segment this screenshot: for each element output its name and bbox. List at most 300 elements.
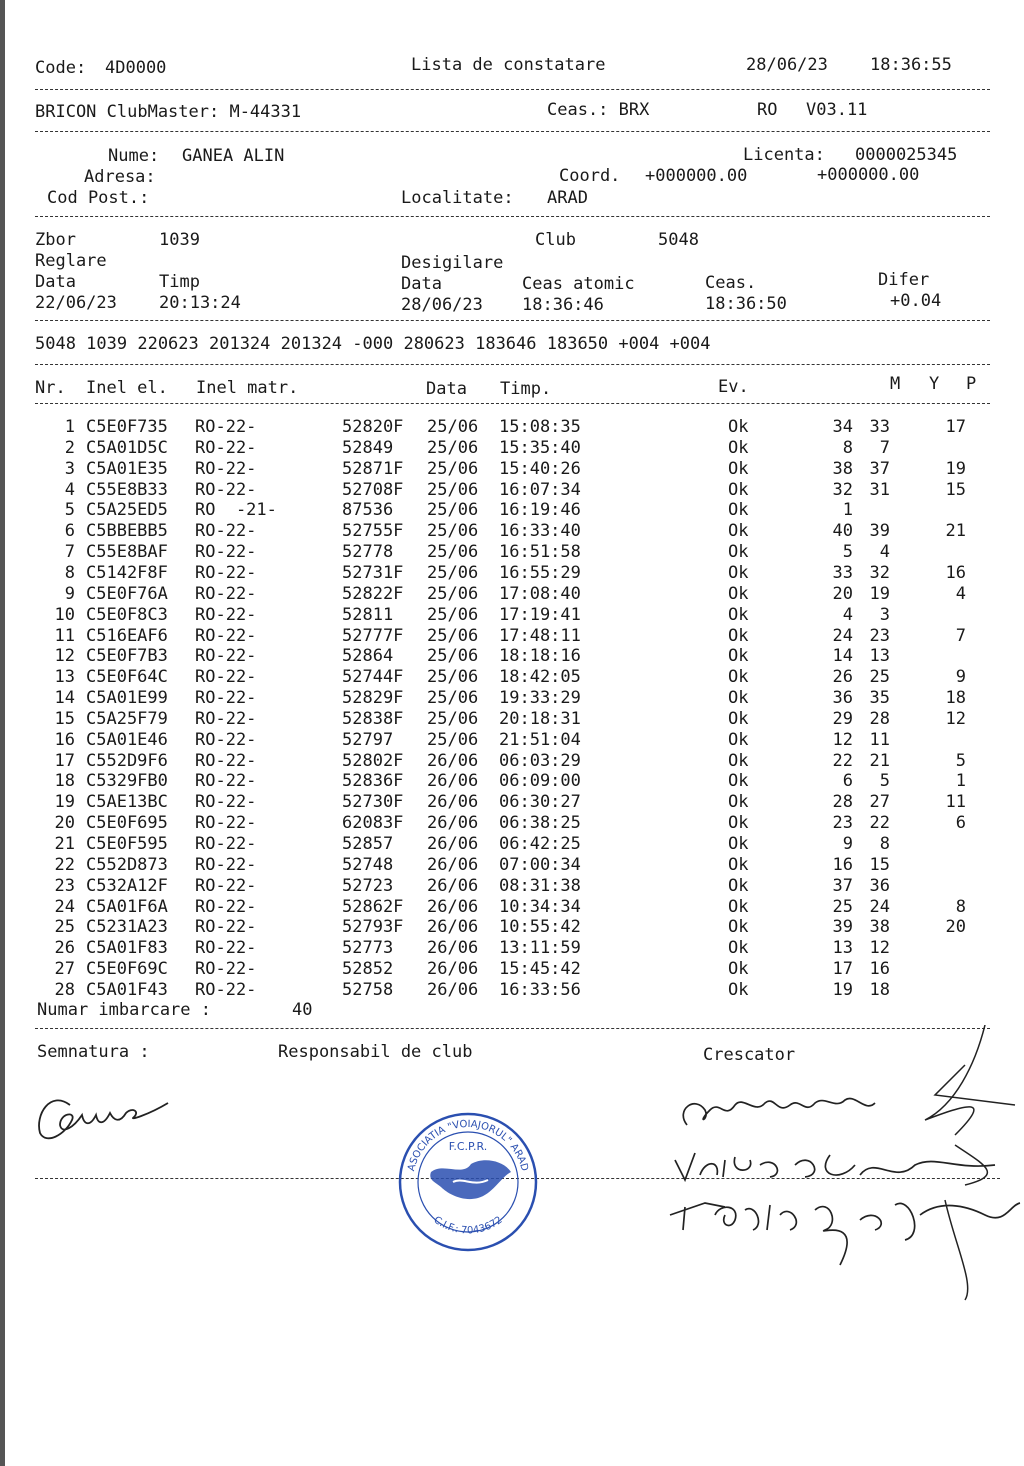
code-label: Code: [35,58,87,78]
cell-p: 4 [955,583,966,604]
divider [35,216,990,217]
cell-inel-matr: 62083F [342,813,404,834]
cell-y: 33 [869,417,890,437]
cell-ring-series: RO-22- [195,542,257,563]
cell-y: 23 [869,625,890,646]
cell-inel-matr: 52802F [342,750,404,771]
summary-code-line: 5048 1039 220623 201324 201324 -000 280623 183646 183650 +004 +004 [35,334,711,354]
handwritten-signature-left [30,1085,180,1150]
cell-event: Ok [728,437,749,458]
cell-nr: 9 [64,583,75,604]
col-inel-el: Inel el. [86,378,168,398]
cell-nr: 12 [54,646,75,667]
cell-p: 1 [955,771,966,792]
flight-number: 1039 [159,230,200,250]
unseal-label: Desigilare [401,253,504,273]
cell-y: 15 [869,854,890,875]
cell-inel-matr: 52820F [342,417,404,437]
breeder-label: Crescator [703,1045,796,1065]
cell-p: 9 [955,667,966,688]
cell-y: 16 [869,959,890,980]
cell-ring-series: RO-22- [195,750,257,771]
cell-nr: 22 [54,854,75,875]
cell-inel-matr: 52849 [342,437,394,458]
cell-event: Ok [728,750,749,771]
cell-m: 39 [832,917,853,938]
cell-ring-series: RO-22- [195,625,257,646]
cell-event: Ok [728,417,749,437]
cell-time: 16:33:40 [499,521,581,542]
cell-inel-matr: 52773 [342,938,394,959]
divider [35,364,990,365]
cell-ring-series: RO-22- [195,646,257,667]
cell-time: 15:08:35 [499,417,581,437]
cell-date: 25/06 [427,458,479,479]
cell-m: 37 [832,875,853,896]
license-value: 0000025345 [855,145,958,165]
cell-time: 18:18:16 [499,646,581,667]
cell-y: 38 [869,917,890,938]
setting-date-label: Data [35,272,76,292]
cell-time: 18:42:05 [499,667,581,688]
col-nr: Nr. [35,378,66,398]
cell-m: 32 [832,479,853,500]
cell-inel-el: C5329FB0 [86,771,168,792]
divider [35,131,990,132]
cell-inel-el: C5A01F6A [86,896,168,917]
cell-time: 17:19:41 [499,604,581,625]
name-label: Nume: [108,146,160,166]
cell-y: 25 [869,667,890,688]
cell-ring-series: RO-22- [195,667,257,688]
cell-y: 8 [879,834,890,854]
cell-date: 26/06 [427,896,479,917]
cell-event: Ok [728,562,749,583]
cell-ring-series: RO-22- [195,729,257,750]
cell-nr: 13 [54,667,75,688]
unseal-date-label: Data [401,274,442,294]
cell-inel-el: C5E0F735 [86,417,168,437]
cell-event: Ok [728,834,749,854]
cell-date: 26/06 [427,875,479,896]
cell-p: 19 [945,458,966,479]
cell-m: 36 [832,688,853,709]
cell-y: 12 [869,938,890,959]
cell-date: 26/06 [427,771,479,792]
owner-name: GANEA ALIN [182,146,285,166]
cell-nr: 2 [64,437,75,458]
cell-date: 25/06 [427,667,479,688]
cell-inel-el: C55E8B33 [86,479,168,500]
cell-nr: 23 [54,875,75,896]
cell-y: 35 [869,688,890,709]
cell-inel-matr: 52829F [342,688,404,709]
cell-inel-matr: 52778 [342,542,394,563]
cell-date: 25/06 [427,583,479,604]
cell-nr: 18 [54,771,75,792]
cell-nr: 25 [54,917,75,938]
cell-nr: 20 [54,813,75,834]
cell-event: Ok [728,854,749,875]
cell-inel-el: C5E0F595 [86,834,168,854]
cell-inel-matr: 52723 [342,875,394,896]
cell-inel-el: C5E0F8C3 [86,604,168,625]
cell-ring-series: RO-22- [195,896,257,917]
cell-p: 20 [945,917,966,938]
cell-inel-matr: 52793F [342,917,404,938]
cell-inel-matr: 52748 [342,854,394,875]
cell-inel-el: C5A01D5C [86,437,168,458]
cell-date: 25/06 [427,625,479,646]
cell-inel-matr: 52864 [342,646,394,667]
cell-m: 9 [842,834,853,854]
cell-time: 20:18:31 [499,708,581,729]
stamp-bottom-text: C.I.F.: 7043672 [431,1214,505,1237]
cell-p: 17 [945,417,966,437]
cell-inel-el: C5A25ED5 [86,500,168,521]
cell-ring-series: RO-22- [195,834,257,854]
cell-nr: 19 [54,792,75,813]
cell-nr: 11 [54,625,75,646]
cell-y: 5 [879,771,890,792]
cell-m: 33 [832,562,853,583]
cell-p: 8 [955,896,966,917]
cell-time: 15:45:42 [499,959,581,980]
cell-event: Ok [728,938,749,959]
cell-y: 7 [879,437,890,458]
document-title: Lista de constatare [411,55,606,75]
cell-p: 21 [945,521,966,542]
cell-date: 25/06 [427,729,479,750]
cell-event: Ok [728,458,749,479]
cell-date: 25/06 [427,521,479,542]
cell-event: Ok [728,729,749,750]
cell-time: 10:34:34 [499,896,581,917]
coord-y: +000000.00 [817,165,920,185]
club-label: Club [535,230,576,250]
cell-time: 16:07:34 [499,479,581,500]
cell-y: 28 [869,708,890,729]
cell-date: 26/06 [427,813,479,834]
cell-inel-el: C5E0F7B3 [86,646,168,667]
cell-nr: 17 [54,750,75,771]
setting-label: Reglare [35,251,107,271]
cell-p: 16 [945,562,966,583]
col-y: Y [929,374,940,394]
cell-event: Ok [728,688,749,709]
cell-inel-matr: 52871F [342,458,404,479]
cell-inel-el: C5A01E46 [86,729,168,750]
cell-inel-el: C5AE13BC [86,792,168,813]
cell-ring-series: RO-22- [195,938,257,959]
cell-nr: 15 [54,708,75,729]
cell-time: 17:08:40 [499,583,581,604]
cell-nr: 24 [54,896,75,917]
cell-ring-series: RO-22- [195,917,257,938]
cell-date: 25/06 [427,500,479,521]
cell-date: 25/06 [427,562,479,583]
col-p: P [966,374,977,394]
cell-p: 15 [945,479,966,500]
cell-ring-series: RO-22- [195,479,257,500]
embark-count-label: Numar imbarcare : [37,1000,211,1020]
unseal-date: 28/06/23 [401,295,483,315]
cell-m: 40 [832,521,853,542]
cell-y: 39 [869,521,890,542]
cell-m: 28 [832,792,853,813]
cell-inel-el: C5A01F83 [86,938,168,959]
cell-inel-matr: 52822F [342,583,404,604]
cell-date: 25/06 [427,688,479,709]
cell-event: Ok [728,521,749,542]
cell-event: Ok [728,813,749,834]
cell-p: 12 [945,708,966,729]
cell-ring-series: RO-22- [195,979,257,1000]
cell-time: 06:09:00 [499,771,581,792]
device-country: RO [757,100,778,120]
cell-y: 18 [869,979,890,1000]
cell-m: 25 [832,896,853,917]
cell-time: 07:00:34 [499,854,581,875]
cell-nr: 7 [64,542,75,563]
cell-inel-matr: 52708F [342,479,404,500]
cell-date: 26/06 [427,834,479,854]
cell-event: Ok [728,500,749,521]
atomic-clock-label: Ceas atomic [522,274,635,294]
divider [35,320,990,321]
cell-date: 25/06 [427,604,479,625]
cell-date: 26/06 [427,750,479,771]
cell-inel-el: C5E0F64C [86,667,168,688]
cell-ring-series: RO-22- [195,813,257,834]
dove-icon [430,1160,511,1199]
cell-date: 26/06 [427,959,479,980]
cell-y: 13 [869,646,890,667]
cell-time: 19:33:29 [499,688,581,709]
cell-m: 20 [832,583,853,604]
address-label: Adresa: [84,167,156,187]
cell-ring-series: RO-22- [195,875,257,896]
cell-ring-series: RO-22- [195,792,257,813]
cell-event: Ok [728,959,749,980]
cell-time: 06:38:25 [499,813,581,834]
cell-nr: 5 [64,500,75,521]
cell-time: 06:03:29 [499,750,581,771]
cell-event: Ok [728,583,749,604]
cell-event: Ok [728,479,749,500]
cell-date: 26/06 [427,938,479,959]
cell-event: Ok [728,896,749,917]
col-m: M [890,374,901,394]
cell-ring-series: RO-22- [195,583,257,604]
cell-date: 25/06 [427,708,479,729]
postcode-label: Cod Post.: [47,188,150,208]
cell-ring-series: RO-22- [195,854,257,875]
cell-inel-el: C5142F8F [86,562,168,583]
cell-inel-el: C5BBEBB5 [86,521,168,542]
cell-inel-el: C552D873 [86,854,168,875]
header-time: 18:36:55 [870,55,952,75]
cell-date: 25/06 [427,417,479,437]
code-value: 4D0000 [105,58,167,78]
cell-m: 13 [832,938,853,959]
cell-ring-series: RO-22- [195,458,257,479]
license-label: Licenta: [743,145,825,165]
cell-inel-matr: 52731F [342,562,404,583]
cell-y: 31 [869,479,890,500]
cell-inel-matr: 52838F [342,708,404,729]
cell-date: 25/06 [427,479,479,500]
flight-label: Zbor [35,230,76,250]
cell-event: Ok [728,792,749,813]
cell-inel-el: C5E0F76A [86,583,168,604]
cell-inel-matr: 52811 [342,604,394,625]
handwritten-signatures-right [665,1025,1024,1305]
cell-nr: 4 [64,479,75,500]
cell-event: Ok [728,646,749,667]
cell-event: Ok [728,979,749,1000]
cell-ring-series: RO-22- [195,604,257,625]
cell-y: 32 [869,562,890,583]
cell-p: 6 [955,813,966,834]
cell-inel-el: C55E8BAF [86,542,168,563]
cell-m: 14 [832,646,853,667]
cell-inel-el: C5A01E99 [86,688,168,709]
cell-ring-series: RO-22- [195,959,257,980]
cell-inel-el: C516EAF6 [86,625,168,646]
locality-value: ARAD [547,188,588,208]
cell-inel-matr: 52797 [342,729,394,750]
cell-ring-series: RO-22- [195,708,257,729]
cell-p: 7 [955,625,966,646]
cell-ring-series: RO -21- [195,500,277,521]
setting-date: 22/06/23 [35,293,117,313]
cell-date: 26/06 [427,854,479,875]
cell-time: 16:51:58 [499,542,581,563]
cell-inel-el: C5231A23 [86,917,168,938]
cell-ring-series: RO-22- [195,688,257,709]
cell-ring-series: RO-22- [195,521,257,542]
cell-nr: 6 [64,521,75,542]
setting-time: 20:13:24 [159,293,241,313]
cell-date: 25/06 [427,646,479,667]
coord-label: Coord. [559,166,621,186]
difference-value: +0.04 [890,291,942,311]
clock-label: Ceas. [705,273,757,293]
col-ev: Ev. [718,377,749,397]
cell-inel-matr: 52857 [342,834,394,854]
cell-m: 12 [832,729,853,750]
unseal-clock-time: 18:36:50 [705,294,787,314]
cell-nr: 16 [54,729,75,750]
cell-m: 17 [832,959,853,980]
cell-ring-series: RO-22- [195,562,257,583]
cell-time: 17:48:11 [499,625,581,646]
cell-time: 13:11:59 [499,938,581,959]
cell-date: 26/06 [427,979,479,1000]
cell-time: 08:31:38 [499,875,581,896]
cell-m: 4 [842,604,853,625]
cell-time: 16:33:56 [499,979,581,1000]
cell-inel-el: C5E0F69C [86,959,168,980]
cell-nr: 8 [64,562,75,583]
cell-time: 16:55:29 [499,562,581,583]
cell-ring-series: RO-22- [195,417,257,437]
svg-text:C.I.F.: 7043672 [431,1215,504,1237]
cell-y: 19 [869,583,890,604]
device-model: BRICON ClubMaster: M-44331 [35,102,302,122]
cell-y: 27 [869,792,890,813]
cell-y: 36 [869,875,890,896]
signature-label: Semnatura : [37,1042,150,1062]
cell-y: 22 [869,813,890,834]
divider [35,89,990,90]
cell-event: Ok [728,625,749,646]
col-timp: Timp. [500,379,552,399]
cell-m: 26 [832,667,853,688]
cell-nr: 28 [54,979,75,1000]
unseal-atomic-time: 18:36:46 [522,295,604,315]
cell-inel-matr: 52730F [342,792,404,813]
cell-event: Ok [728,604,749,625]
coord-x: +000000.00 [645,166,748,186]
cell-inel-el: C552D9F6 [86,750,168,771]
cell-date: 25/06 [427,542,479,563]
club-responsible-label: Responsabil de club [278,1042,473,1062]
cell-time: 21:51:04 [499,729,581,750]
difference-label: Difer [878,270,930,290]
col-data: Data [426,379,467,399]
cell-nr: 1 [64,417,75,437]
cell-event: Ok [728,708,749,729]
cell-time: 06:30:27 [499,792,581,813]
cell-inel-matr: 52755F [342,521,404,542]
club-number: 5048 [658,230,699,250]
cell-inel-matr: 52744F [342,667,404,688]
cell-ring-series: RO-22- [195,437,257,458]
cell-time: 15:35:40 [499,437,581,458]
cell-m: 22 [832,750,853,771]
cell-p: 18 [945,688,966,709]
cell-nr: 26 [54,938,75,959]
cell-nr: 10 [54,604,75,625]
stamp-top-text: ASOCIATIA "VOIAJORUL" ARAD [406,1118,530,1173]
cell-inel-matr: 52862F [342,896,404,917]
col-inel-matr: Inel matr. [196,378,299,398]
stamp-middle-text: F.C.P.R. [448,1140,488,1153]
cell-m: 6 [842,771,853,792]
cell-y: 4 [879,542,890,563]
cell-time: 15:40:26 [499,458,581,479]
cell-date: 26/06 [427,792,479,813]
cell-time: 06:42:25 [499,834,581,854]
cell-time: 16:19:46 [499,500,581,521]
cell-inel-matr: 52836F [342,771,404,792]
cell-event: Ok [728,771,749,792]
cell-event: Ok [728,542,749,563]
cell-time: 10:55:42 [499,917,581,938]
cell-m: 16 [832,854,853,875]
cell-m: 24 [832,625,853,646]
cell-nr: 27 [54,959,75,980]
header-date: 28/06/23 [746,55,828,75]
cell-m: 1 [842,500,853,521]
cell-event: Ok [728,875,749,896]
association-stamp [393,1102,543,1252]
cell-event: Ok [728,917,749,938]
cell-inel-matr: 87536 [342,500,394,521]
cell-inel-matr: 52852 [342,959,394,980]
